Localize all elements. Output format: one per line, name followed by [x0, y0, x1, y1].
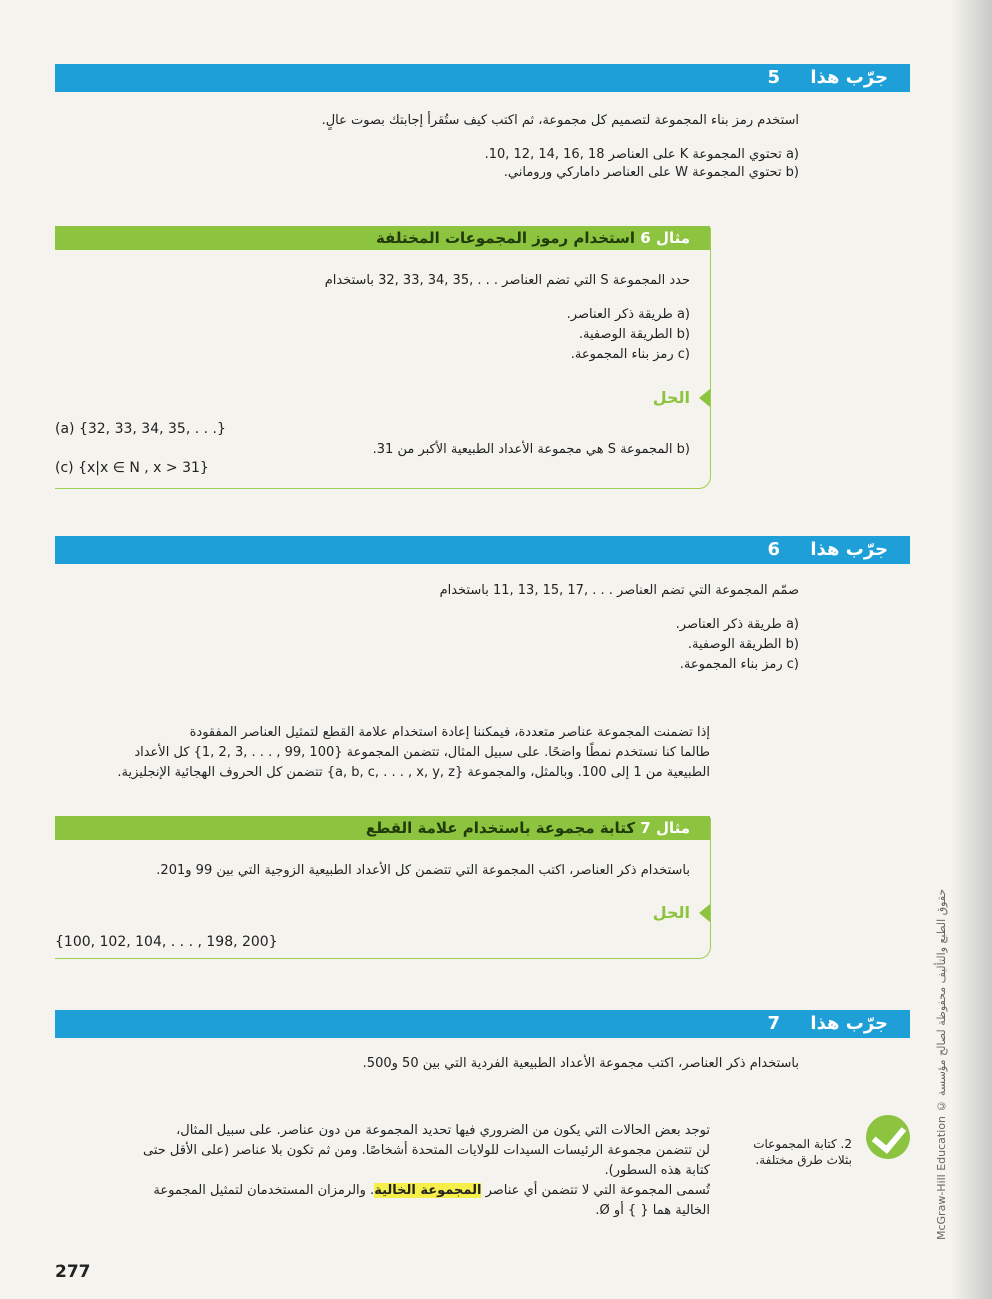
- example-6-answer-b: (b المجموعة S هي مجموعة الأعداد الطبيعية الأكبر من 31.: [372, 442, 690, 457]
- paragraph-line: [55, 1182, 710, 1200]
- example-7-solution-label: الحل: [652, 903, 690, 922]
- paragraph-line: كتابة هذه السطور).: [604, 1163, 710, 1178]
- try-this-label: جرّب هذا: [810, 1013, 888, 1034]
- try-this-5-bar: [55, 64, 910, 92]
- try-this-number: 6: [767, 539, 780, 560]
- objective-label: [732, 1136, 852, 1168]
- example-6-tag: مثال 6: [640, 229, 690, 247]
- copyright-side-note: McGraw-Hill Education © حقوق الطبع والتأليف محفوظة لصالح مؤسسة: [935, 888, 948, 1240]
- solution-arrow-icon: [699, 904, 710, 922]
- example-6-item-c: (c رمز بناء المجموعة.: [570, 347, 690, 362]
- try6-item-a: (a طريقة ذكر العناصر.: [675, 617, 799, 632]
- example-6-item-a: (a طريقة ذكر العناصر.: [566, 307, 690, 322]
- example-6-prompt: حدد المجموعة S التي تضم العناصر . . . ,35 ,34 ,33 ,32 باستخدام: [324, 273, 690, 288]
- try-this-label: جرّب هذا: [810, 539, 888, 560]
- try-this-number: 7: [767, 1013, 780, 1034]
- paragraph-text: تُسمى المجموعة التي لا تتضمن أي عناصر: [485, 1183, 710, 1198]
- try-this-6-bar: [55, 536, 910, 564]
- page-number: 277: [55, 1262, 91, 1282]
- page-edge-shadow: [952, 0, 992, 1299]
- try5-item-a: (a تحتوي المجموعة K على العناصر 18 ,16 ,14 ,12 ,10.: [484, 147, 799, 162]
- example-7-tag: مثال 7: [640, 819, 690, 837]
- try6-item-c: (c رمز بناء المجموعة.: [679, 657, 799, 672]
- try6-item-b: (b الطريقة الوصفية.: [687, 637, 799, 652]
- example-6-item-b: (b الطريقة الوصفية.: [578, 327, 690, 342]
- example-6-title: استخدام رموز المجموعات المختلفة: [375, 229, 636, 247]
- try5-item-b: (b تحتوي المجموعة W على العناصر داماركي وروماني.: [503, 165, 799, 180]
- paragraph-line: طالما كنا نستخدم نمطًا واضحًا. على سبيل المثال، تتضمن المجموعة {100 ,99 , . . . ,3 ,2 ,1} كل الأعداد: [134, 745, 710, 760]
- paragraph-line: الطبيعية من 1 إلى 100. وبالمثل، والمجموعة {a, b, c, . . . , x, y, z} تتضمن كل الحروف الهجائية الإنجليزية.: [117, 765, 710, 780]
- try6-instruction: صمّم المجموعة التي تضم العناصر . . . ,17 ,15 ,13 ,11 باستخدام: [439, 583, 799, 598]
- example-7-answer: {100, 102, 104, . . . , 198, 200}: [55, 934, 278, 950]
- highlighted-term: المجموعة الخالية: [374, 1183, 482, 1198]
- example-6-solution-label: الحل: [652, 388, 690, 407]
- example-7-prompt: باستخدام ذكر العناصر، اكتب المجموعة التي تتضمن كل الأعداد الطبيعية الزوجية التي بين 99 و201.: [156, 863, 690, 878]
- objective-line: 2. كتابة المجموعات: [753, 1137, 852, 1151]
- paragraph-line: لن تتضمن مجموعة الرئيسات السيدات للولايات المتحدة أشخاصًا. ومن ثم تكون بلا عناصر (على الأقل حتى: [142, 1143, 710, 1158]
- paragraph-text: . والرمزان المستخدمان لتمثيل المجموعة: [153, 1183, 375, 1198]
- paragraph-line: الخالية هما { } أو Ø.: [595, 1203, 710, 1218]
- try5-instruction: استخدم رمز بناء المجموعة لتصميم كل مجموعة، ثم اكتب كيف ستُقرأ إجابتك بصوت عالٍ.: [321, 113, 799, 128]
- try-this-number: 5: [767, 67, 780, 88]
- solution-arrow-icon: [699, 389, 710, 407]
- try-this-7-bar: [55, 1010, 910, 1038]
- example-7-title: كتابة مجموعة باستخدام علامة القطع: [365, 819, 636, 837]
- paragraph-line: توجد بعض الحالات التي يكون من الضروري فيها تحديد المجموعة من دون عناصر. على سبيل المثال،: [176, 1123, 710, 1138]
- paragraph-line: إذا تضمنت المجموعة عناصر متعددة، فيمكننا إعادة استخدام علامة القطع لتمثيل العناصر المفقودة: [189, 725, 710, 740]
- objective-line: بثلاث طرق مختلفة.: [755, 1153, 852, 1167]
- try7-instruction: باستخدام ذكر العناصر، اكتب مجموعة الأعداد الطبيعية الفردية التي بين 50 و500.: [362, 1056, 799, 1071]
- try-this-label: جرّب هذا: [810, 67, 888, 88]
- example-6-answer-a: (a) {32, 33, 34, 35, . . .}: [55, 421, 226, 437]
- example-6-answer-c: (c) {x|x ∈ N , x > 31}: [55, 460, 209, 476]
- example-6-header: [55, 226, 710, 250]
- example-7-header: [55, 816, 710, 840]
